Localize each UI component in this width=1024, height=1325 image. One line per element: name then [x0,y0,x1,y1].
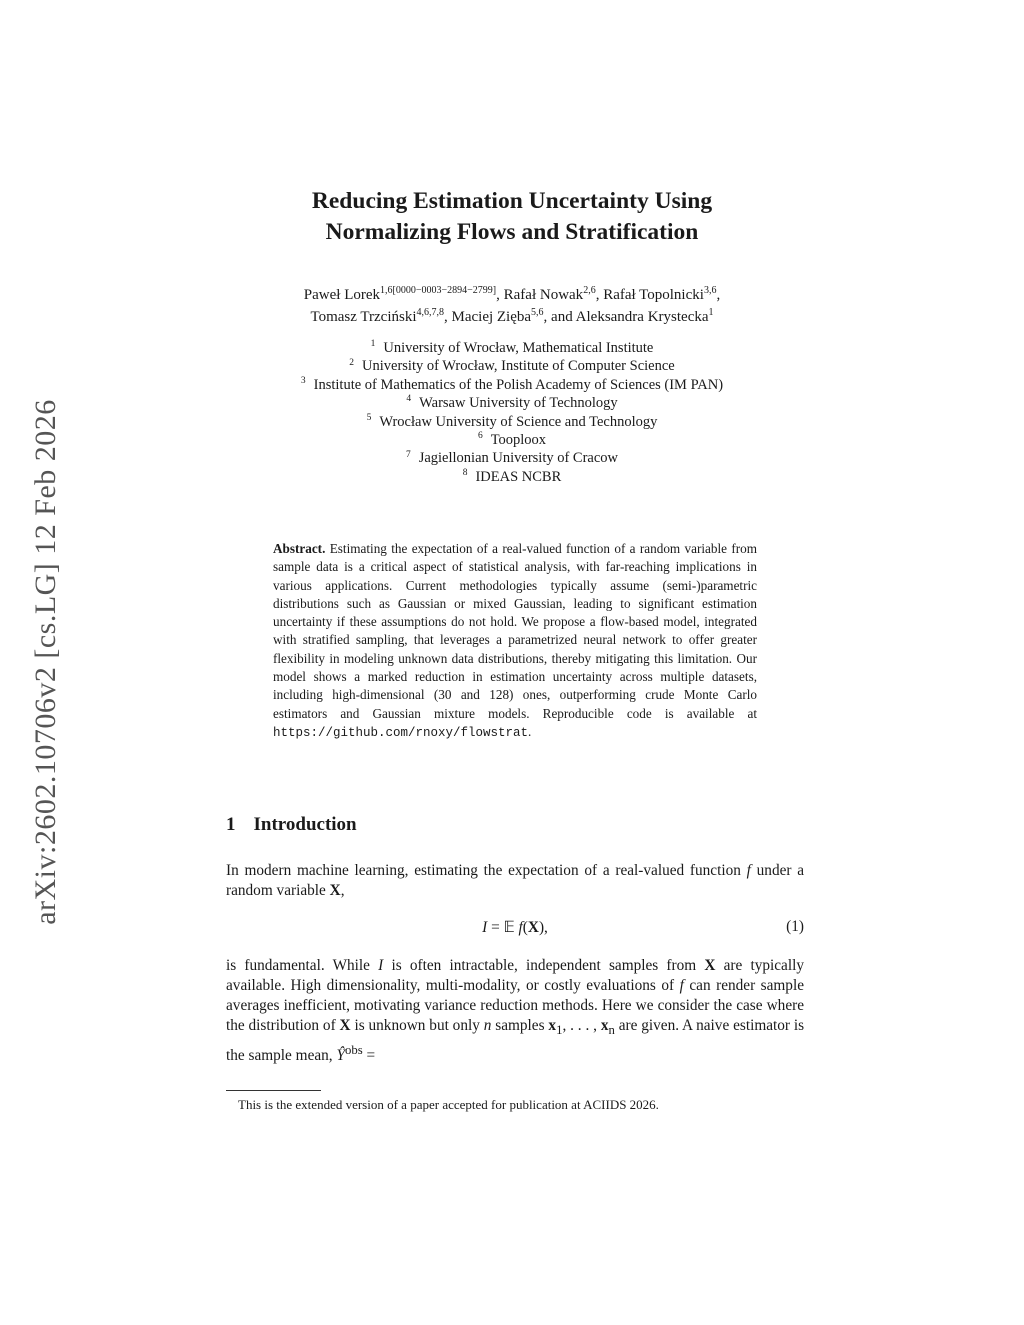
author-name: Maciej Zięba [451,309,532,325]
authors-line-2: Tomasz Trzciński$^{4,6,7,8}$, Maciej Zięba$^{5,6}$, and Aleksandra Krystecka$^1$ [310,307,714,325]
affiliation-text: University of Wrocław, Mathematical Institute [383,340,654,356]
intro-text: is unknown but only [354,1017,480,1034]
author-affil-sup: 1,6[0000−0003−2894−2799] [380,285,497,296]
math-subscript: 1 [556,1023,563,1038]
intro-text: can render sample averages inefficient, motivating variance reduction methods. Here we consider the case where the distribution of [226,977,804,1034]
affiliation [0,339,1024,357]
intro-paragraph-2 [226,956,804,1066]
affiliation-number: 3 [300,375,306,386]
affiliation-text: Warsaw University of Technology [419,395,618,412]
intro-text: are typically available. High dimensionality, multi-modality, or costly evaluations of [226,957,804,994]
abstract [273,540,757,742]
footnote: This is the extended version of a paper accepted for publication at ACIIDS 2026. [238,1097,659,1112]
math-X: X [339,1017,351,1034]
footnote-divider [226,1090,321,1091]
equation-number: (1) [786,918,804,935]
math-f: f [746,862,751,879]
affiliation-number: 2 [349,357,355,368]
paper-title [0,186,1024,248]
math-Y-hat: Ŷ [336,1047,345,1065]
affiliation-number: 7 [405,449,411,460]
math-dots: , . . . , [562,1017,601,1034]
affiliation-number: 4 [406,394,412,405]
arxiv-identifier: arXiv:2602.10706v2 [cs.LG] 12 Feb 2026 [29,399,62,925]
math-X: X [329,882,341,899]
affiliation-number: 6 [477,431,483,442]
intro-text: under a random variable [226,862,805,899]
affiliation-text: Tooploox [490,432,547,449]
affiliation-list [0,339,1024,486]
math-f: f [518,919,523,936]
intro-text: is fundamental. While [226,957,370,974]
intro-text: samples [495,1017,545,1034]
math-x: x [600,1017,609,1034]
affiliation [0,357,1024,375]
affiliation [0,413,1024,431]
affiliation [0,394,1024,412]
math-equals: = [366,1047,376,1065]
affiliation-number: 8 [462,468,468,479]
equation-expression [226,918,804,937]
intro-text: is often intractable, independent samples from [391,957,697,974]
math-n: n [483,1017,492,1034]
author-affil-sup: 1 [708,307,714,318]
math-paren: ), [538,919,548,936]
math-x: x [548,1017,557,1034]
affiliation-text: Wrocław University of Science and Technology [379,413,658,430]
title-line-1: Reducing Estimation Uncertainty Using [311,188,713,214]
affiliation-number: 1 [370,339,376,350]
author-affil-sup: 4,6,7,8 [416,307,444,318]
authors-line-1: Paweł Lorek$^{1,6[0000-0003-2894-2799]}$, Rafał Nowak$^{2,6}$, Rafał Topolnicki$^{3,6}$, [303,285,721,303]
title-line-2: Normalizing Flows and Stratification [325,219,699,245]
section-number: 1 [226,814,236,835]
math-superscript: obs [344,1043,363,1058]
affiliation-text: IDEAS NCBR [475,468,562,485]
author-affil-sup: 5,6 [531,307,544,318]
affiliation [0,376,1024,394]
math-X: X [704,957,716,974]
author-affil-sup: 2,6 [583,285,596,296]
author-name: Rafał Nowak [503,287,584,303]
affiliation-number: 5 [366,412,372,423]
author-name: Tomasz Trzciński [310,309,417,325]
intro-text: In modern machine learning, estimating the expectation of a real-valued function [226,862,741,879]
intro-paragraph-1 [226,861,804,901]
affiliation [0,468,1024,486]
author-name: Rafał Topolnicki [603,287,704,303]
author-conjunction: and [551,309,573,325]
math-paren: ( [522,919,528,936]
math-X: X [527,919,539,936]
author-name: Aleksandra Krystecka [575,309,709,325]
intro-text: are given. A naive estimator is the sample mean, [226,1017,805,1065]
affiliation-text: Jagiellonian University of Cracow [418,450,619,467]
math-operator: = 𝔼 [487,919,519,936]
math-f: f [679,977,684,994]
author-affil-sup: 3,6 [703,285,717,296]
abstract-text: Estimating the expectation of a real-valued function of a random variable from sample data is a critical aspect of statistical analysis, with far-reaching implications in various applications. Current methodologies typically assume (semi-)parametric distributions such as Gaussian or mixed Gaussian, leading to significant estimation uncertainty if these assumptions do not hold. We propose a flow-based model, integrated with stratified sampling, that leverages a parametrized neural network to offer greater flexibility in modeling unknown data distributions, thereby mitigating this limitation. Our model shows a marked reduction in estimation uncertainty across multiple datasets, including high-dimensional (30 and 128) ones, outperforming crude Monte Carlo estimators and Gaussian mixture models. Reproducible code is available at [273,541,757,721]
abstract-label: Abstract. [273,541,326,556]
affiliation [0,449,1024,467]
math-I: I [378,957,384,974]
affiliation [0,431,1024,449]
math-subscript: n [608,1023,615,1038]
affiliation-text: University of Wrocław, Institute of Computer Science [362,358,675,375]
punctuation: , [340,882,345,899]
author-name: Paweł Lorek [303,287,381,303]
section-heading [226,814,357,836]
section-title: Introduction [253,814,357,835]
code-repository-link[interactable]: https://github.com/rnoxy/flowstrat [273,725,529,740]
author-list [0,284,1024,328]
affiliation-text: Institute of Mathematics of the Polish Academy of Sciences (IM PAN) [313,376,724,393]
abstract-end: . [528,723,532,739]
math-I: I [482,919,488,936]
